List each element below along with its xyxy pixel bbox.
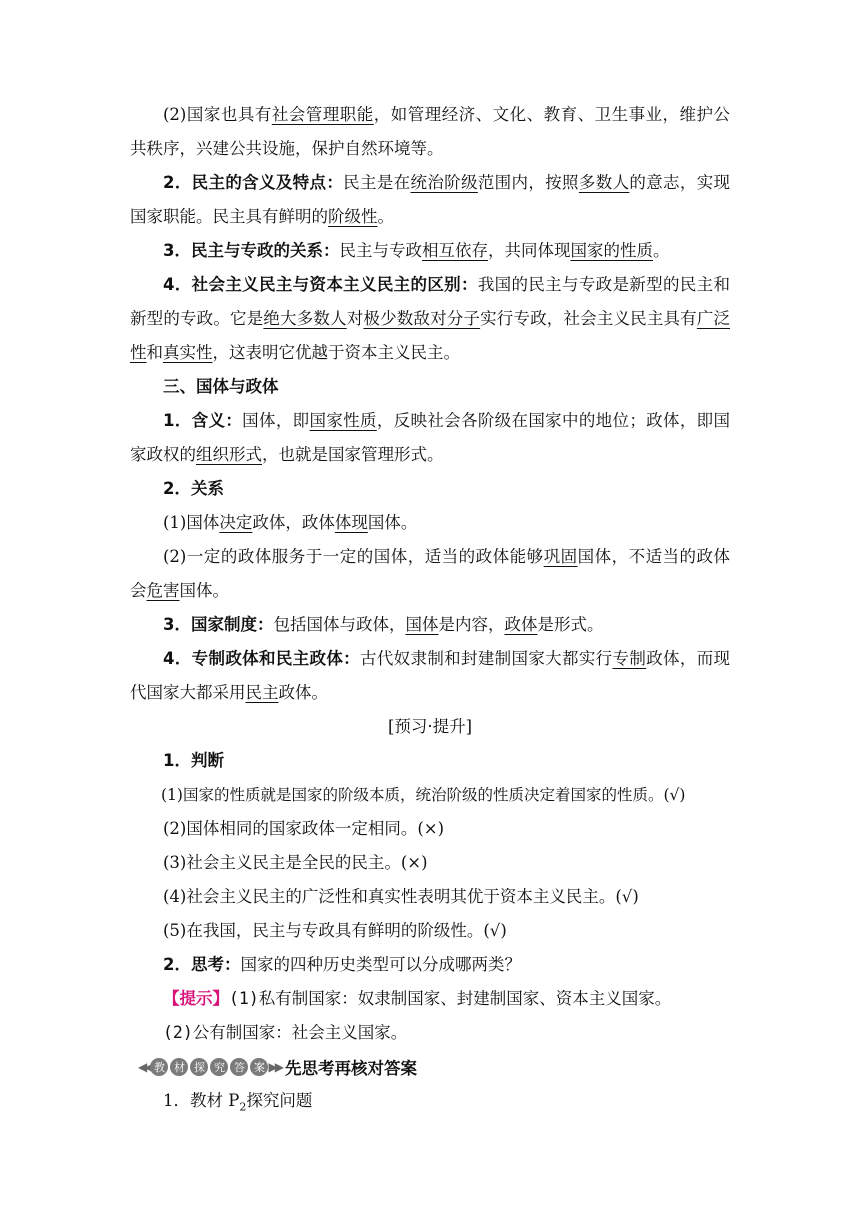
- banner-title: 先思考再核对答案: [284, 1059, 417, 1078]
- text: (2)一定的政体服务于一定的国体，适当的政体能够: [163, 547, 544, 566]
- text: 政体。: [278, 683, 328, 702]
- text: ，共同体现: [487, 241, 571, 260]
- text: 政体，政体: [252, 513, 335, 532]
- underlined-term: 决定: [219, 513, 253, 532]
- double-arrow-right-icon: ▶▶: [268, 1060, 281, 1074]
- paragraph-relation-1: [130, 506, 730, 540]
- text: (1)私有制国家：奴隶制国家、封建制国家、资本主义国家。: [229, 989, 672, 1008]
- paragraph-autocracy-democracy: [130, 642, 730, 710]
- text: 。: [652, 241, 670, 260]
- text: 国体。: [179, 581, 229, 600]
- text: ，如管理经济、文化、教育、卫生事业，维护公共秩序，兴建公共设施，保护自然环境等。: [130, 105, 731, 158]
- text: (2)国家也具有: [163, 105, 272, 124]
- text: 。: [377, 207, 394, 226]
- text: 是内容，: [438, 615, 505, 634]
- preview-title: [预习·提升]: [387, 717, 473, 736]
- underlined-term: 多数人: [578, 173, 630, 192]
- item-label: 1．含义：: [163, 411, 243, 430]
- underlined-term: 政体: [504, 615, 538, 634]
- item-label: 4．社会主义民主与资本主义民主的区别：: [163, 275, 478, 294]
- paragraph-democracy-meaning: [130, 166, 730, 234]
- underlined-term: 专制: [612, 649, 647, 668]
- underlined-term: 组织形式: [196, 445, 262, 464]
- underlined-term: 统治阶级: [410, 173, 478, 192]
- text: 国体，即: [242, 411, 310, 430]
- underlined-term: 相互依存: [421, 241, 488, 260]
- text: ，也就是国家管理形式。: [262, 445, 444, 464]
- text: 的意志，实现国家职能。民主具有鲜明的: [130, 173, 731, 226]
- judge-item: (4)社会主义民主的广泛性和真实性表明其优于资本主义民主。(√): [163, 887, 639, 906]
- section-heading: [130, 370, 730, 404]
- underlined-term: 绝大多数人: [263, 309, 347, 328]
- paragraph-relation-2: [130, 540, 730, 608]
- text: 国家的四种历史类型可以分成哪两类？: [240, 955, 521, 974]
- paragraph-democracy-dictatorship: [130, 234, 730, 268]
- underlined-term: 极少数敌对分子: [363, 309, 481, 328]
- judge-item: (2)国体相同的国家政体一定相同。(×): [163, 819, 445, 838]
- hint-line-2: [130, 1016, 730, 1050]
- text: 民主与专政: [339, 241, 422, 260]
- banner-badge: 材: [170, 1058, 188, 1076]
- underlined-term: 危害: [146, 581, 180, 600]
- paragraph-state-system: [130, 608, 730, 642]
- underlined-term: 民主: [245, 683, 279, 702]
- text: ，反映社会各阶级在国家中的地位；政体，即国家政权的: [130, 411, 731, 464]
- item-label: 4．专制政体和民主政体：: [163, 649, 360, 668]
- text: ，这表明它优越于资本主义民主。: [212, 343, 460, 362]
- item-label: 3．民主与专政的关系：: [163, 241, 340, 260]
- think-question: [130, 948, 730, 982]
- text: 范围内，按照: [477, 173, 579, 192]
- text: 实行专政，社会主义民主具有: [480, 309, 697, 328]
- underlined-term: 国家性质: [309, 411, 377, 430]
- text: 我国的民主与专政是新型的民主和新型的专政。它是: [130, 275, 731, 328]
- text: 和: [146, 343, 163, 362]
- underlined-term: 巩固: [543, 547, 578, 566]
- item-label: 1．判断: [163, 751, 224, 770]
- textbook-question: [130, 1084, 730, 1124]
- underlined-term: 社会管理职能: [271, 105, 374, 124]
- text: 是形式。: [537, 615, 604, 634]
- text: 探究问题: [246, 1091, 313, 1110]
- text: 国体。: [367, 513, 418, 532]
- text: (1)国体: [163, 513, 220, 532]
- answer-banner: [138, 1050, 730, 1084]
- banner-badge: 究: [210, 1058, 228, 1076]
- judge-item: (1)国家的性质就是国家的阶级本质，统治阶级的性质决定着国家的性质。(√): [161, 786, 686, 804]
- text: 包括国体与政体，: [273, 615, 406, 634]
- text: 国体，不适当的政体会: [130, 547, 731, 600]
- text: 对: [346, 309, 364, 328]
- item-label: 2．思考：: [163, 955, 241, 974]
- text: 政体，而现代国家大都采用: [130, 649, 731, 702]
- text: 1．教材 P: [163, 1091, 240, 1110]
- banner-badge: 探: [190, 1058, 208, 1076]
- banner-badge: 答: [230, 1058, 248, 1076]
- banner-badge: 案: [250, 1058, 268, 1076]
- paragraph-social-management: [130, 98, 730, 166]
- banner-badge: 教: [150, 1058, 168, 1076]
- item-label: 2．关系: [163, 479, 224, 498]
- underlined-term: 国家的性质: [570, 241, 653, 260]
- paragraph-meaning: [130, 404, 730, 472]
- banner-badges: [150, 1058, 268, 1076]
- judge-item: (3)社会主义民主是全民的民主。(×): [163, 853, 428, 872]
- hint-line-1: [130, 982, 730, 1016]
- underlined-term: 广泛性: [130, 309, 731, 362]
- underlined-term: 体现: [334, 513, 368, 532]
- text: 民主是在: [343, 173, 411, 192]
- paragraph-socialist-vs-capitalist: [130, 268, 730, 370]
- item-label: 3．国家制度：: [163, 615, 274, 634]
- item-label: 2．民主的含义及特点：: [163, 173, 344, 192]
- subscript: 2: [239, 1100, 247, 1114]
- document-page: [130, 98, 730, 1124]
- judge-item: (5)在我国，民主与专政具有鲜明的阶级性。(√): [163, 921, 507, 940]
- underlined-term: 真实性: [163, 343, 213, 362]
- judge-heading: [130, 744, 730, 778]
- section-title: 三、国体与政体: [163, 377, 279, 396]
- underlined-term: 阶级性: [328, 207, 378, 226]
- text: 古代奴隶制和封建制国家大都实行: [360, 649, 613, 668]
- double-arrow-left-icon: ◀◀: [138, 1060, 151, 1074]
- paragraph-relation-label: [130, 472, 730, 506]
- underlined-term: 国体: [405, 615, 439, 634]
- hint-label: 【提示】: [163, 989, 229, 1008]
- text: (2)公有制国家：社会主义国家。: [163, 1023, 408, 1042]
